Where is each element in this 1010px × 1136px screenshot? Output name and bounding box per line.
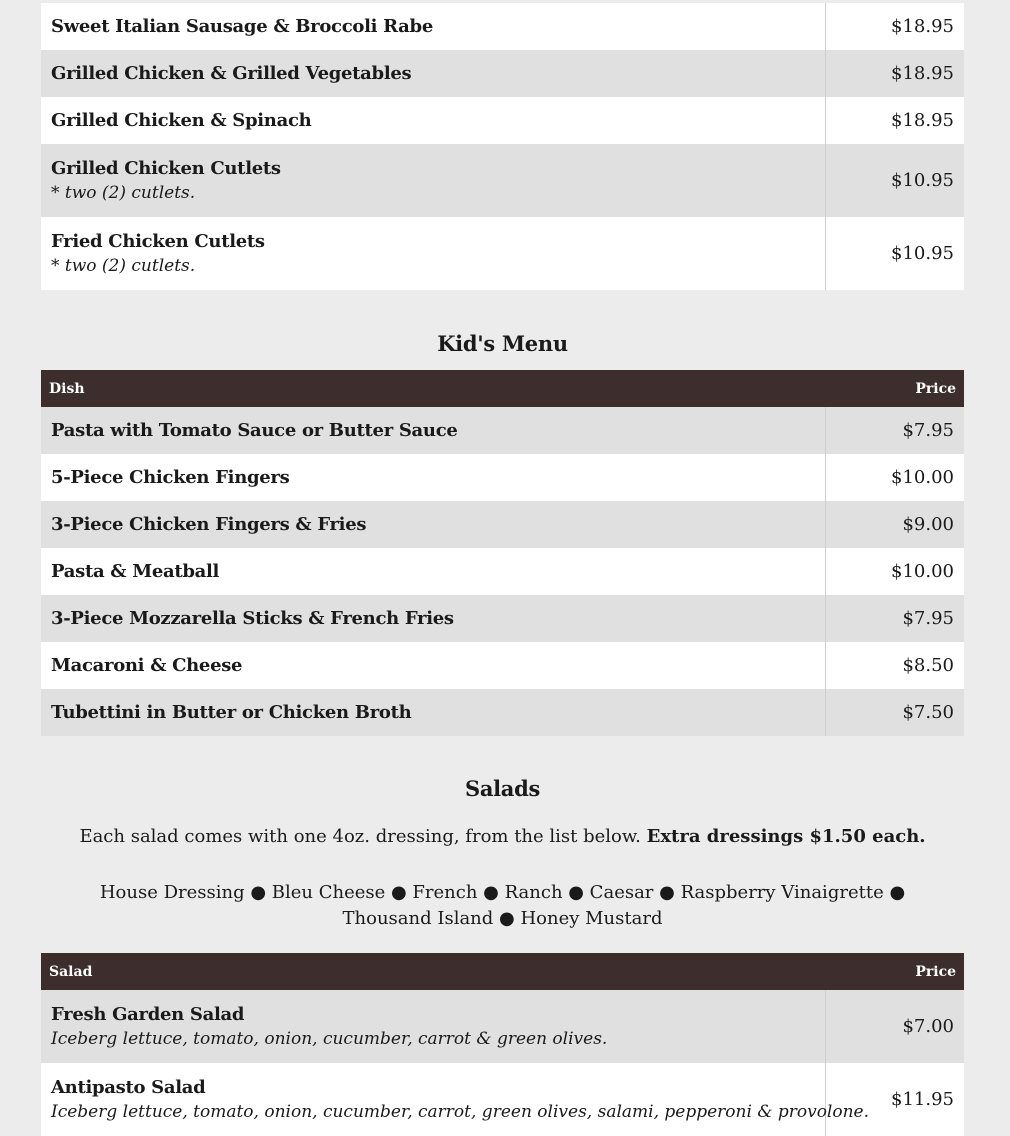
salads-table-wrap — [41, 953, 964, 1136]
entrees-table — [41, 3, 964, 290]
dish-cell — [41, 407, 825, 454]
dish-name: Macaroni & Cheese — [51, 655, 243, 676]
dish-cell — [41, 97, 825, 144]
kids-menu-title: Kid's Menu — [437, 331, 568, 356]
table-row — [41, 595, 964, 642]
dish-cell — [41, 454, 825, 501]
table-header — [41, 370, 964, 407]
dish-cell — [41, 990, 825, 1063]
table-row — [41, 144, 964, 217]
table-row — [41, 642, 964, 689]
dressing-list: House Dressing ● Bleu Cheese ● French ● Ranch ● Caesar ● Raspberry Vinaigrette ● Thousand Island ● Honey Mustard — [99, 882, 906, 929]
table-row — [41, 97, 964, 144]
dish-name: Fried Chicken Cutlets — [51, 231, 265, 252]
price-cell: $8.50 — [902, 655, 954, 676]
price-cell: $10.95 — [891, 243, 954, 264]
price-cell: $18.95 — [891, 110, 954, 131]
price-cell: $10.00 — [891, 467, 954, 488]
salads-title: Salads — [464, 776, 541, 801]
table-row — [41, 454, 964, 501]
table-row — [41, 1063, 964, 1136]
dish-cell — [41, 548, 825, 595]
dish-name: 5-Piece Chicken Fingers — [51, 467, 290, 488]
table-row — [41, 217, 964, 290]
dish-cell — [41, 501, 825, 548]
price-cell: $18.95 — [891, 16, 954, 37]
salads-intro — [60, 824, 945, 850]
dish-name: Pasta with Tomato Sauce or Butter Sauce — [51, 420, 458, 441]
table-row — [41, 3, 964, 50]
dish-note: * two (2) cutlets. — [51, 183, 196, 203]
table-row — [41, 990, 964, 1063]
dish-cell — [41, 689, 825, 736]
dish-cell — [41, 144, 825, 217]
kids-menu-table-wrap — [41, 370, 964, 736]
dish-cell — [41, 1063, 870, 1136]
dish-name: Fresh Garden Salad — [51, 1004, 245, 1025]
dish-cell — [41, 50, 825, 97]
price-cell: $9.00 — [902, 514, 954, 535]
price-cell: $7.50 — [902, 702, 954, 723]
dish-note: * two (2) cutlets. — [51, 256, 196, 276]
price-cell: $11.95 — [891, 1089, 954, 1110]
salads-intro-text: Each salad comes with one 4oz. dressing, from the list below. — [79, 826, 641, 847]
table-row — [41, 689, 964, 736]
dish-note: Iceberg lettuce, tomato, onion, cucumber, carrot & green olives. — [51, 1029, 608, 1049]
price-cell: $18.95 — [891, 63, 954, 84]
table-row — [41, 407, 964, 454]
dish-note: Iceberg lettuce, tomato, onion, cucumber, carrot, green olives, salami, pepperoni & provolone. — [51, 1102, 870, 1122]
table-header — [41, 953, 964, 990]
salad-column-header: Salad — [49, 963, 93, 980]
dish-name: Grilled Chicken & Grilled Vegetables — [51, 63, 412, 84]
dish-name: Sweet Italian Sausage & Broccoli Rabe — [51, 16, 433, 37]
dish-name: Grilled Chicken Cutlets — [51, 158, 281, 179]
dish-cell — [41, 217, 825, 290]
dish-name: 3-Piece Mozzarella Sticks & French Fries — [51, 608, 454, 629]
dish-name: 3-Piece Chicken Fingers & Fries — [51, 514, 367, 535]
dish-cell — [41, 642, 825, 689]
dish-name: Pasta & Meatball — [51, 561, 220, 582]
dish-name: Antipasto Salad — [51, 1077, 206, 1098]
dish-name: Tubettini in Butter or Chicken Broth — [51, 702, 412, 723]
price-cell: $7.95 — [902, 608, 954, 629]
price-cell: $7.00 — [902, 1016, 954, 1037]
extra-dressing-price: Extra dressings $1.50 each. — [646, 826, 926, 847]
table-row — [41, 501, 964, 548]
salads-table — [41, 953, 964, 1136]
dish-name: Grilled Chicken & Spinach — [51, 110, 312, 131]
price-cell: $10.00 — [891, 561, 954, 582]
price-cell: $10.95 — [891, 170, 954, 191]
price-column-header: Price — [915, 963, 956, 980]
dish-cell — [41, 3, 825, 50]
dish-column-header: Dish — [49, 380, 85, 397]
price-column-header: Price — [915, 380, 956, 397]
kids-menu-table — [41, 370, 964, 736]
dish-cell — [41, 595, 825, 642]
table-row — [41, 50, 964, 97]
entrees-table-wrap — [41, 3, 964, 290]
table-row — [41, 548, 964, 595]
price-cell: $7.95 — [902, 420, 954, 441]
